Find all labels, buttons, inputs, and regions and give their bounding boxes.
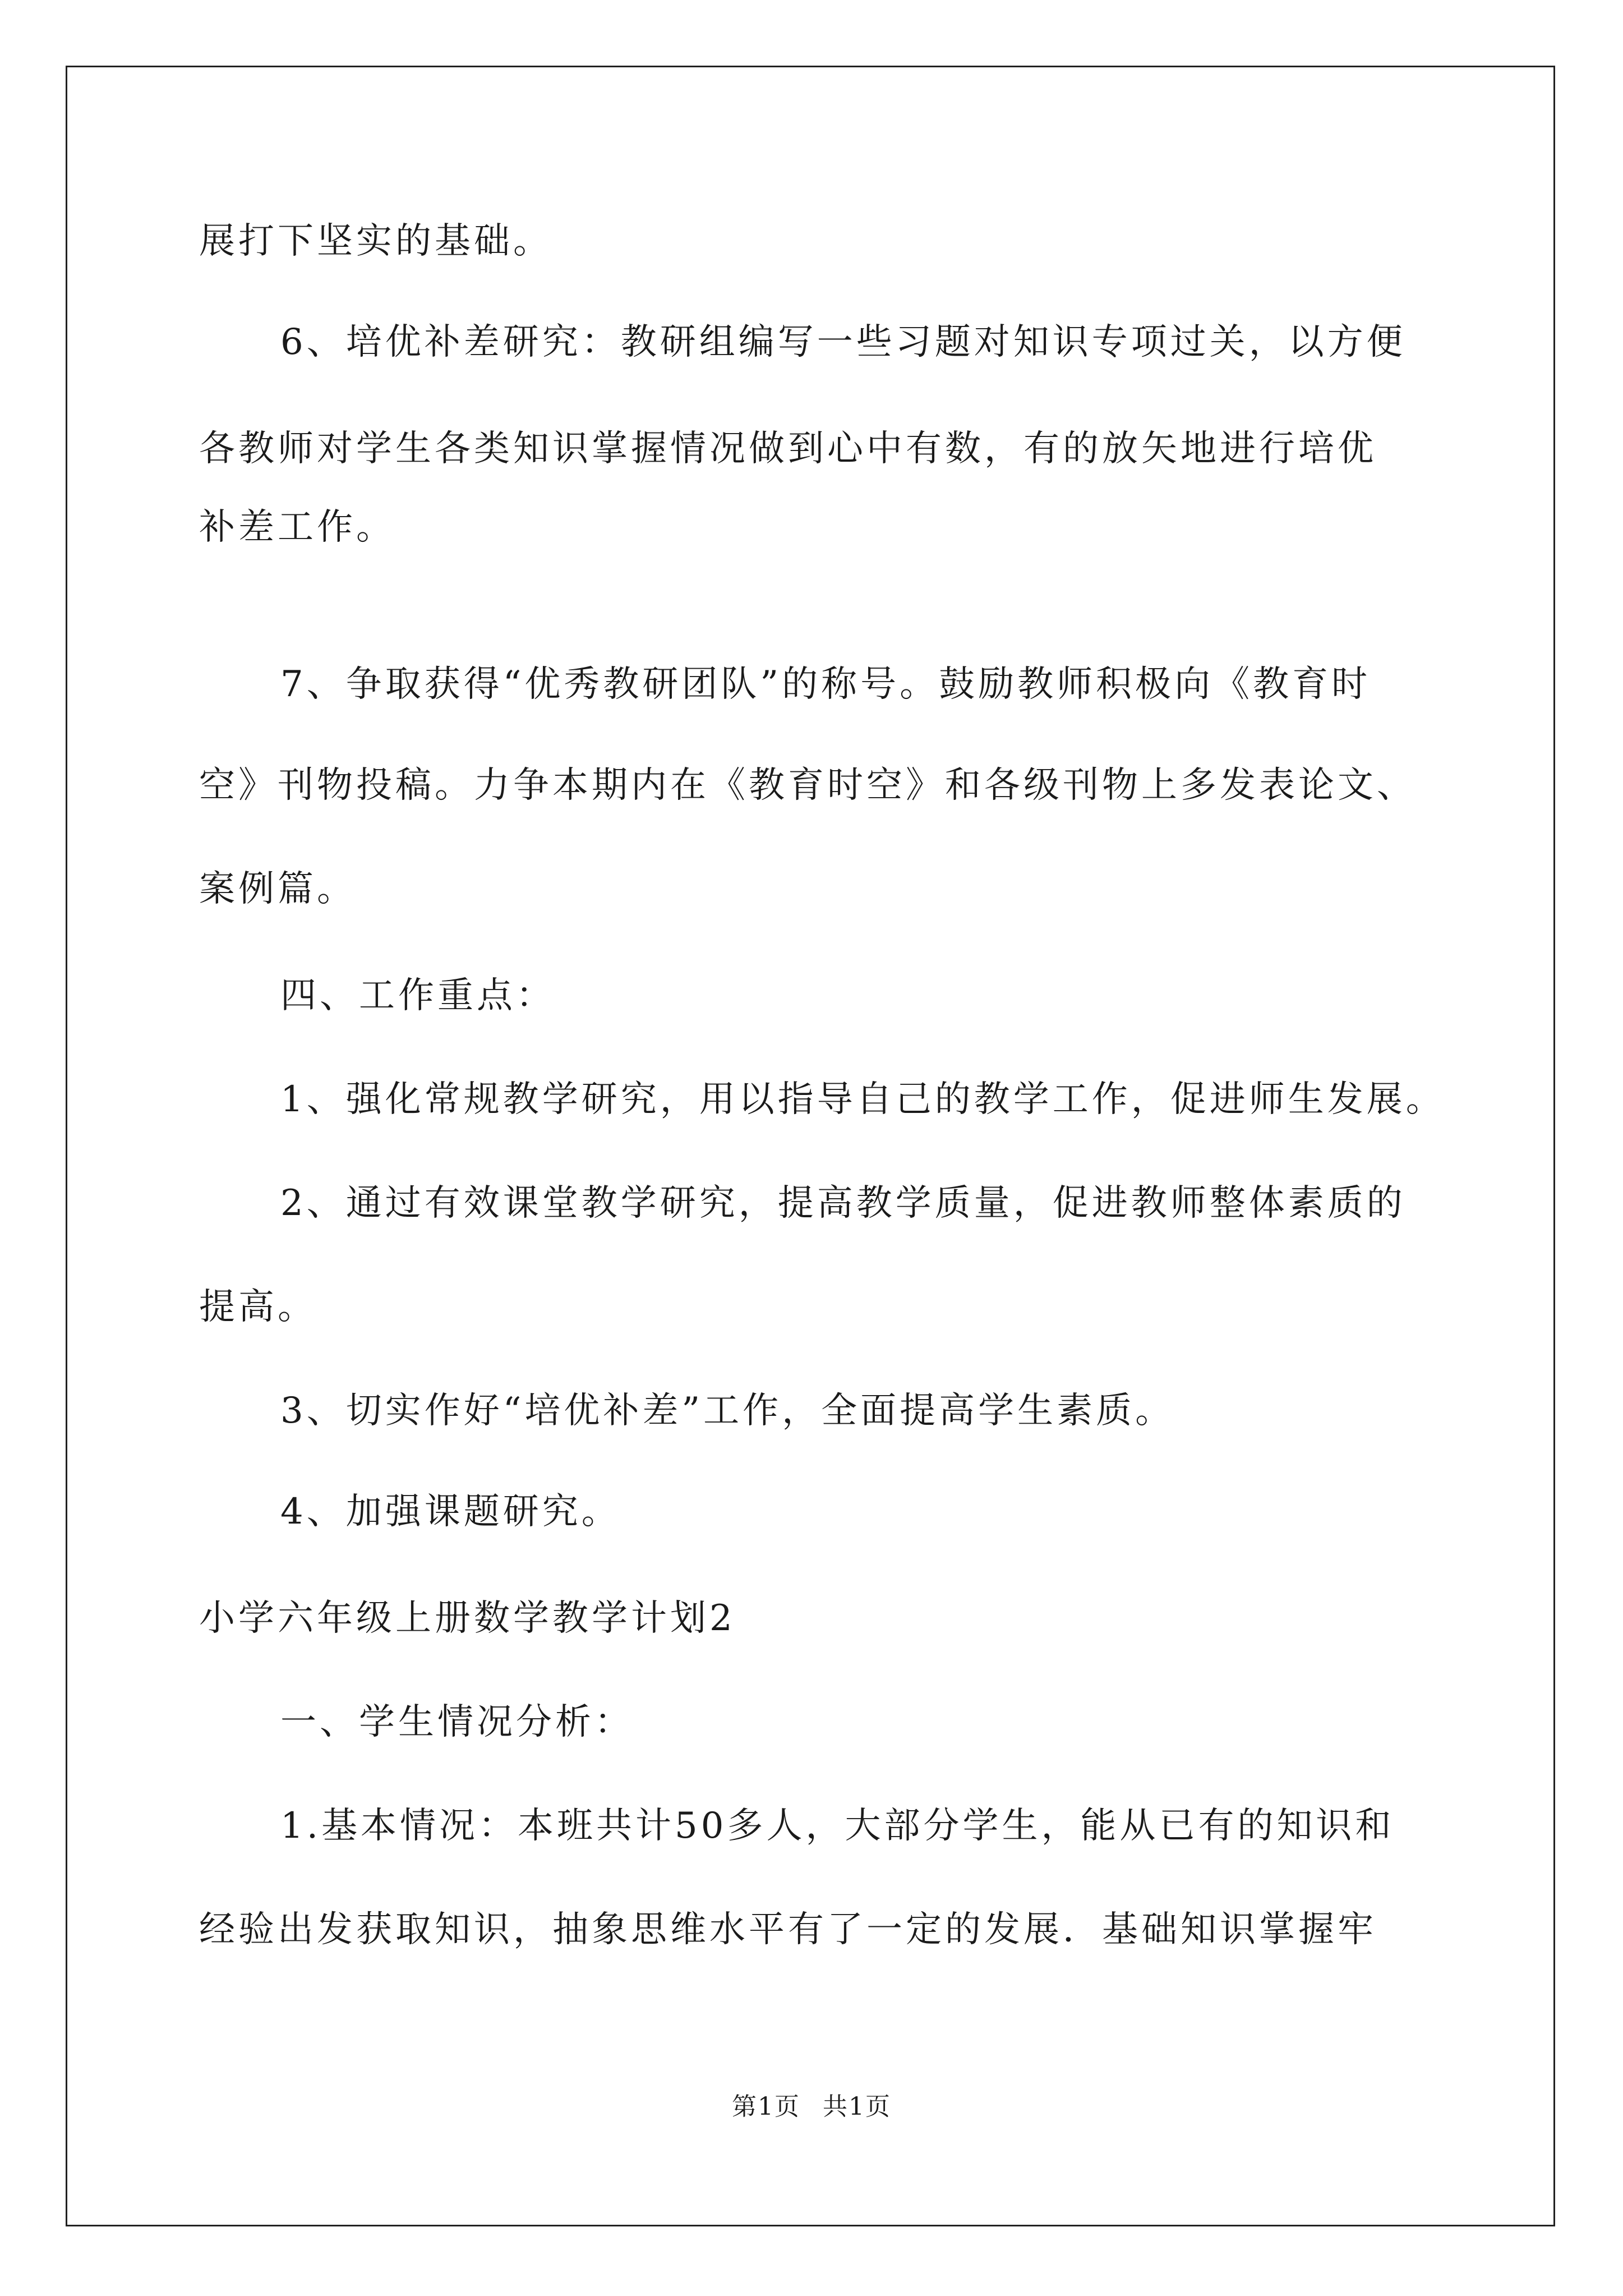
section-heading-4: 四、工作重点： [280, 975, 555, 1016]
text-line-9: 1、强化常规教学研究，用以指导自己的教学工作，促进师生发展。 [280, 1079, 1445, 1120]
text-line-3: 各教师对学生各类知识掌握情况做到心中有数，有的放矢地进行培优 [199, 428, 1377, 470]
text-line-4: 补差工作。 [199, 507, 395, 548]
text-line-12: 3、切实作好“培优补差”工作，全面提高学生素质。 [280, 1390, 1175, 1432]
text-line-6: 空》刊物投稿。力争本期内在《教育时空》和各级刊物上多发表论文、 [199, 765, 1416, 806]
text-line-7: 案例篇。 [199, 868, 356, 910]
page-total: 共1页 [823, 2092, 891, 2121]
text-line-17: 经验出发获取知识，抽象思维水平有了一定的发展．基础知识掌握牢 [199, 1909, 1377, 1950]
text-line-10: 2、通过有效课堂教学研究，提高教学质量，促进教师整体素质的 [280, 1182, 1406, 1224]
text-line-13: 4、加强课题研究。 [280, 1491, 621, 1533]
page-border [66, 66, 1555, 2226]
text-line-16: 1.基本情况：本班共计50多人，大部分学生，能从已有的知识和 [280, 1805, 1395, 1847]
text-line-1: 展打下坚实的基础。 [199, 220, 552, 262]
text-line-2: 6、培优补差研究：教研组编写一些习题对知识专项过关，以方便 [280, 321, 1406, 363]
text-line-5: 7、争取获得“优秀教研团队”的称号。鼓励教师积极向《教育时 [280, 664, 1371, 705]
page-footer [0, 2091, 1623, 2123]
document-title: 小学六年级上册数学教学计划2 [199, 1598, 736, 1639]
text-line-11: 提高。 [199, 1286, 317, 1328]
section-heading-1: 一、学生情况分析： [280, 1701, 634, 1743]
page-number: 第1页 [732, 2092, 800, 2121]
